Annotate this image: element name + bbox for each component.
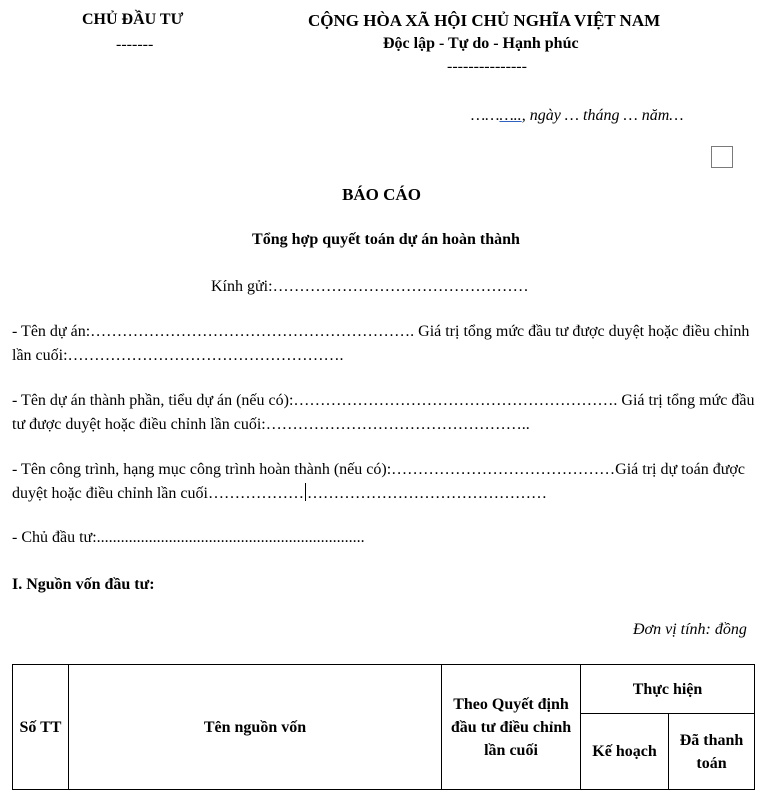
- header-decision: Theo Quyết định đầu tư điều chỉnh lần cuối: [442, 665, 581, 790]
- investor-field: - Chủ đầu tư:...................................................................: [12, 529, 365, 546]
- component-project-field: - Tên dự án thành phần, tiểu dự án (nếu có):……………………………………………………. Giá trị tổng mức đầu tư được duyệt hoặc điều chỉnh lần cuối:…………………………………………..: [12, 392, 755, 433]
- capital-source-table: [12, 664, 755, 790]
- national-title: CỘNG HÒA XÃ HỘI CHỦ NGHĨA VIỆT NAM: [308, 11, 661, 30]
- checkbox[interactable]: [711, 146, 733, 168]
- work-item-text: - Tên công trình, hạng mục công trình hoàn thành (nếu có):……………………………………Giá trị dự toán được duyệt hoặc điều chỉnh lần cuối………………: [12, 461, 745, 502]
- date-rest: , ngày … tháng … năm…: [521, 107, 684, 124]
- left-dashes: -------: [116, 36, 154, 53]
- project-name-field: - Tên dự án:……………………………………………………. Giá trị tổng mức đầu tư được duyệt hoặc điều chỉnh lần cuối:…………………………………………….: [12, 323, 750, 364]
- right-dashes: ---------------: [447, 58, 527, 75]
- header-source: Tên nguồn vốn: [69, 665, 442, 790]
- date-prefix: ……: [471, 107, 500, 124]
- header-plan: Kế hoạch: [581, 714, 669, 790]
- recipient-line: Kính gửi:…………………………………………: [211, 278, 529, 295]
- date-place: …..: [499, 107, 522, 124]
- report-subtitle: Tổng hợp quyết toán dự án hoàn thành: [252, 231, 520, 248]
- header-paid: Đã thanh toán: [669, 714, 755, 790]
- report-title: BÁO CÁO: [342, 185, 421, 204]
- header-actual: Thực hiện: [581, 665, 755, 714]
- section-heading: I. Nguồn vốn đầu tư:: [12, 576, 155, 593]
- national-motto: Độc lập - Tự do - Hạnh phúc: [383, 35, 579, 52]
- text-cursor: [305, 483, 306, 501]
- unit-label: Đơn vị tính: đồng: [633, 621, 747, 638]
- header-no: Số TT: [13, 665, 69, 790]
- work-item-field: [12, 458, 757, 506]
- investor-header: CHỦ ĐẦU TƯ: [82, 11, 184, 28]
- work-item-tail: ………………………………………: [306, 485, 547, 502]
- date-line: [471, 107, 683, 125]
